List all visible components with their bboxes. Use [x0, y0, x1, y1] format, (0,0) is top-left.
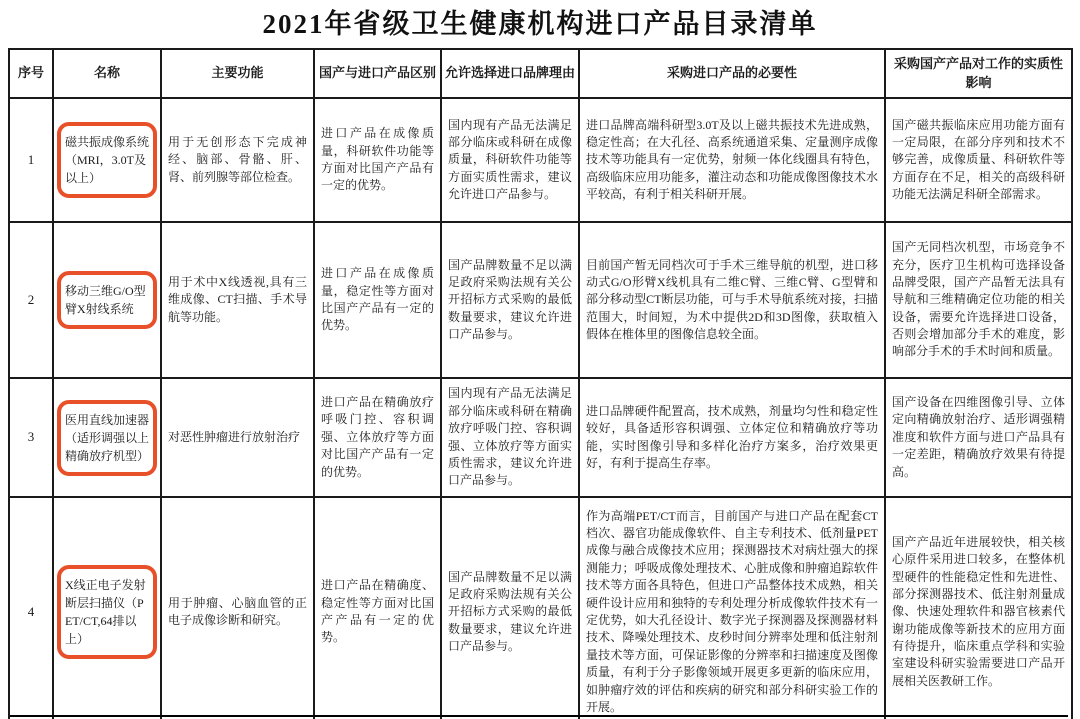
function-cell: 对恶性肿瘤进行放射治疗 [161, 378, 314, 497]
necessity-cell: 目前国产暂无同档次可于手术三维导航的机型，进口移动式G/O形臂X线机具有二维C臂、三维C臂、G型臂和部分移动型CT断层功能，可与手术导航系统对接，扫描范围大，时间短，为术中提供2D和3D图像，获取植入假体在椎体里的图像信息较全面。 [579, 222, 885, 378]
highlight-box [57, 122, 157, 198]
table-row [9, 378, 1072, 497]
header-cell-function: 主要功能 [161, 49, 314, 98]
product-name-cell [53, 378, 161, 497]
function-cell: 用于肿瘤、心脑血管的正电子成像诊断和研究。 [161, 497, 314, 719]
impact-cell: 国产设备在四维图像引导、立体定向精确放射治疗、适形调强精准度和软件方面与进口产品具有一定差距，精确放疗效果有待提高。 [885, 378, 1072, 497]
import-product-catalog-table [8, 48, 1073, 719]
difference-cell: 进口产品在精确放疗呼吸门控、容积调强、立体放疗等方面对比国产产品有一定的优势。 [314, 378, 441, 497]
function-cell: 用于术中X线透视,具有三维成像、CT扫描、手术导航等功能。 [161, 222, 314, 378]
necessity-cell: 作为高端PET/CT而言，目前国产与进口产品在配套CT档次、器官功能成像软件、自主专利技术、低剂量PET成像与融合成像技术应用；探测器技术对病灶强大的探测能力；呼吸成像处理技术、心脏成像和肿瘤追踪软件技术等方面各具特色，但进口产品整体技术成熟，相关硬件设计应用和独特的专利处理分析成像软件技术有一定优势，如大孔径设计、数字光子探测器及探测器材料技术、降噪处理技术、皮秒时间分辨率处理和低注射剂量技术等方面，可保证影像的分辨率和扫描速度及图像质量，有利于分子影像领域开展更多更新的临床应用，如肿瘤疗效的评估和疾病的研究和部分科研实验工作的开展。 [579, 497, 885, 719]
header-cell-reason: 允许选择进口品牌理由 [441, 49, 579, 98]
difference-cell: 进口产品在成像质量，科研软件功能等方面对比国产产品有一定的优势。 [314, 98, 441, 222]
reason-cell: 国产品牌数量不足以满足政府采购法规有关公开招标方式采购的最低数量要求，建议允许进口产品参与。 [441, 222, 579, 378]
row-number: 3 [9, 378, 53, 497]
product-name-label: X线正电子发射断层扫描仪（PET/CT,64排以上） [65, 578, 146, 646]
header-cell-difference: 国产与进口产品区别 [314, 49, 441, 98]
product-name-label: 医用直线加速器（适形调强以上精确放疗机型） [65, 412, 150, 463]
difference-cell: 进口产品在精确度、稳定性等方面对比国产产品有一定的优势。 [314, 497, 441, 719]
impact-cell: 国产产品近年进展较快，相关核心原件采用进口较多，在整体机型硬件的性能稳定性和先进性、部分探测器技术、低注射剂量成像、快速处理软件和器官核素代谢功能成像等新技术的应用方面有待提升，临床重点学科和实验室建设科研实验需要进口产品开展相关医教研工作。 [885, 497, 1072, 719]
impact-cell: 国产磁共振临床应用功能方面有一定局限，在部分序列和技术不够完善，成像质量、科研软件等方面存在不足，相关的高级科研功能无法满足科研全部需求。 [885, 98, 1072, 222]
necessity-cell: 进口品牌硬件配置高，技术成熟，剂量均匀性和稳定性较好，具备适形容积调强、立体定位和精确放疗等功能，实时图像引导和多样化治疗方案多，治疗效果更好，有利于提高生存率。 [579, 378, 885, 497]
highlight-box [57, 400, 157, 476]
necessity-cell: 进口品牌高端科研型3.0T及以上磁共振技术先进成熟，稳定性高；在大孔径、高系统通道采集、定量测序成像技术等功能具有一定优势，射频一体化线圈具有特色，高级临床应用功能多，灌注动态和功能成像图像技术水平较高，有利于相关科研开展。 [579, 98, 885, 222]
header-cell-name: 名称 [53, 49, 161, 98]
row-number: 1 [9, 98, 53, 222]
row-number: 2 [9, 222, 53, 378]
highlight-box [57, 271, 157, 329]
product-name-cell [53, 222, 161, 378]
reason-cell: 国内现有产品无法满足部分临床或科研在精确放疗呼吸门控、容积调强、立体放疗等方面实质性需求，建议允许进口产品参与。 [441, 378, 579, 497]
product-name-label: 磁共振成像系统（MRI，3.0T及以上） [65, 135, 150, 185]
product-name-cell [53, 497, 161, 719]
page-title: 2021年省级卫生健康机构进口产品目录清单 [262, 9, 818, 39]
header-cell-necessity: 采购进口产品的必要性 [579, 49, 885, 98]
header-row [9, 49, 1072, 98]
page-edge-line [10, 715, 1068, 717]
function-cell: 用于无创形态下完成神经、脑部、骨骼、肝、肾、前列腺等部位检查。 [161, 98, 314, 222]
table-row [9, 497, 1072, 719]
reason-cell: 国内现有产品无法满足部分临床或科研在成像质量，科研软件功能等方面实质性需求，建议允许进口产品参与。 [441, 98, 579, 222]
product-name-cell [53, 98, 161, 222]
header-cell-impact: 采购国产产品对工作的实质性影响 [885, 49, 1072, 98]
highlight-box [57, 565, 157, 659]
table-row [9, 98, 1072, 222]
difference-cell: 进口产品在成像质量，稳定性等方面对比国产产品有一定的优势。 [314, 222, 441, 378]
header-cell-no: 序号 [9, 49, 53, 98]
table-row [9, 222, 1072, 378]
row-number: 4 [9, 497, 53, 719]
product-name-label: 移动三维G/O型臂X射线系统 [65, 284, 146, 316]
reason-cell: 国产品牌数量不足以满足政府采购法规有关公开招标方式采购的最低数量要求，建议允许进口产品参与。 [441, 497, 579, 719]
impact-cell: 国产无同档次机型，市场竞争不充分，医疗卫生机构可选择设备品牌受限，国产产品暂无法具有导航和三维精确定位功能的相关设备，需要允许选择进口设备，否则会增加部分手术的难度，影响部分手术的手术时间和质量。 [885, 222, 1072, 378]
